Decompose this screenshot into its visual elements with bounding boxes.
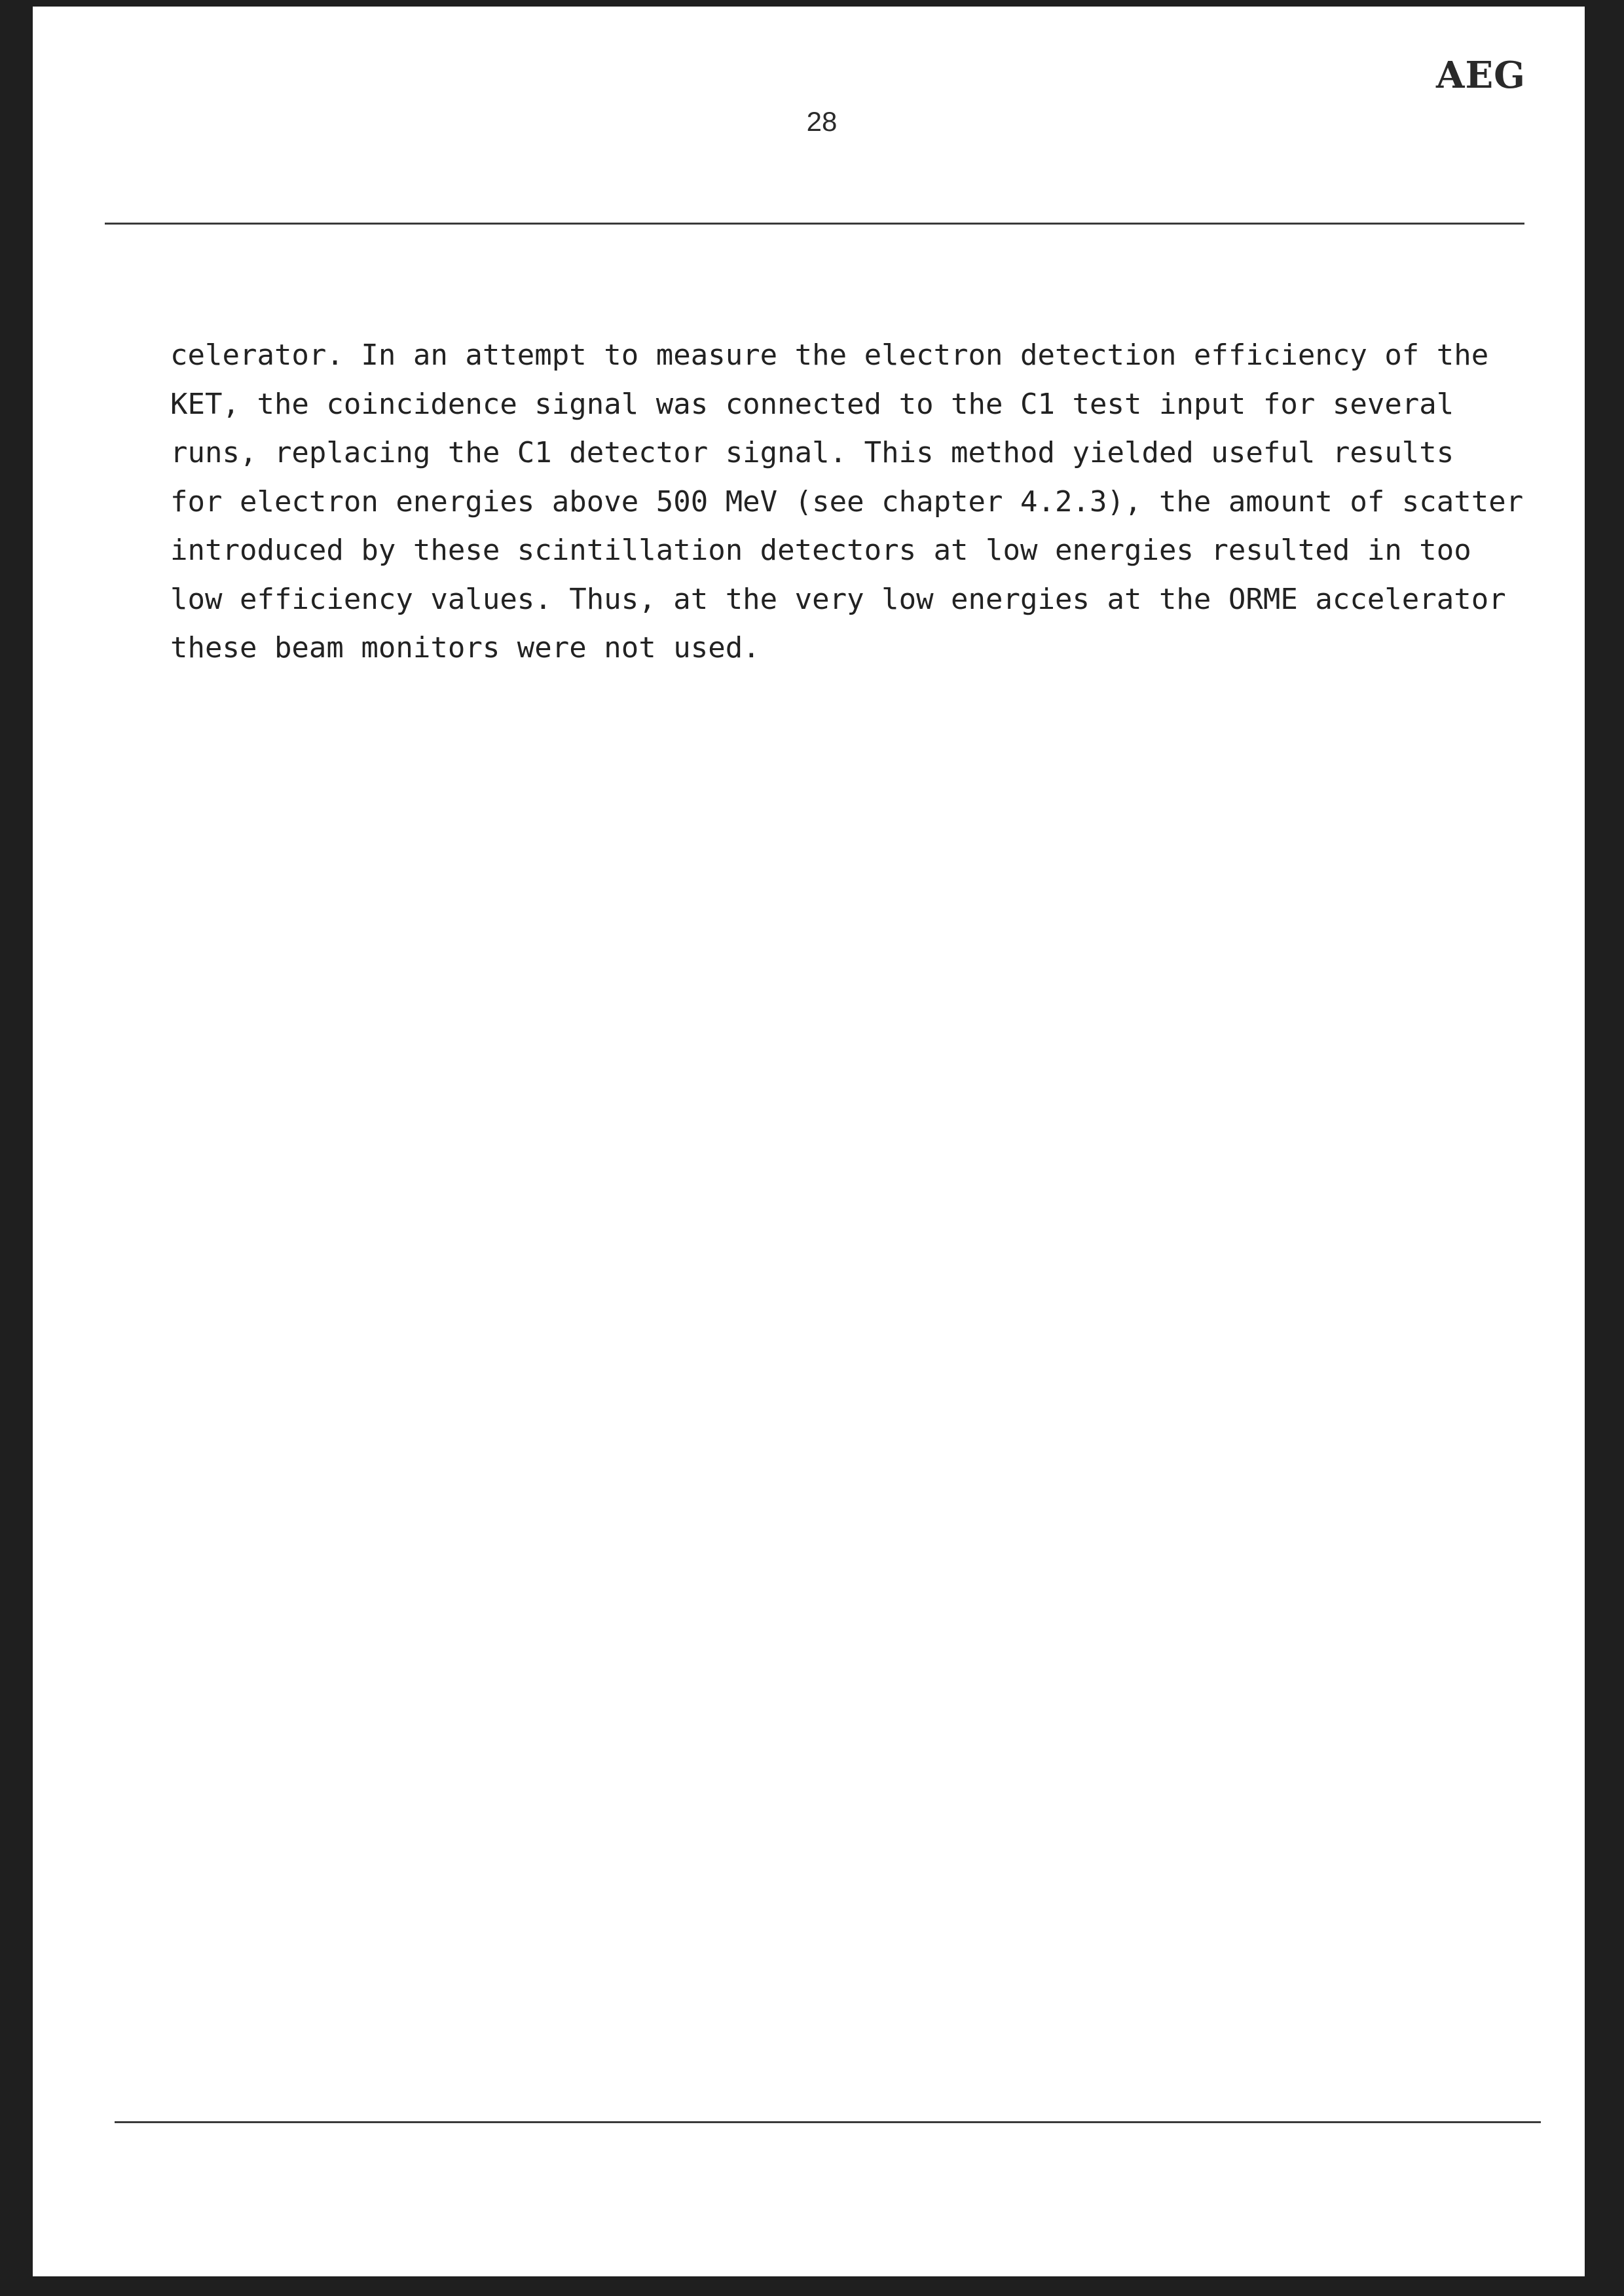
document-page (33, 7, 1585, 2276)
body-line: these beam monitors were not used. (170, 631, 760, 665)
body-line: runs, replacing the C1 detector signal. This method yielded useful results (170, 436, 1454, 469)
body-line: introduced by these scintillation detectors at low energies resulted in too (170, 534, 1471, 567)
body-paragraph (170, 331, 1524, 673)
body-line: low efficiency values. Thus, at the very low energies at the ORME accelerator (170, 582, 1506, 616)
page-number: 28 (806, 106, 838, 137)
company-logo: AEG (1436, 54, 1526, 97)
body-line: KET, the coincidence signal was connected to the C1 test input for several (170, 387, 1454, 421)
header-divider (105, 223, 1524, 225)
body-line: celerator. In an attempt to measure the electron detection efficiency of the (170, 338, 1489, 372)
body-line: for electron energies above 500 MeV (see chapter 4.2.3), the amount of scatter (170, 484, 1524, 519)
footer-divider (115, 2121, 1541, 2123)
